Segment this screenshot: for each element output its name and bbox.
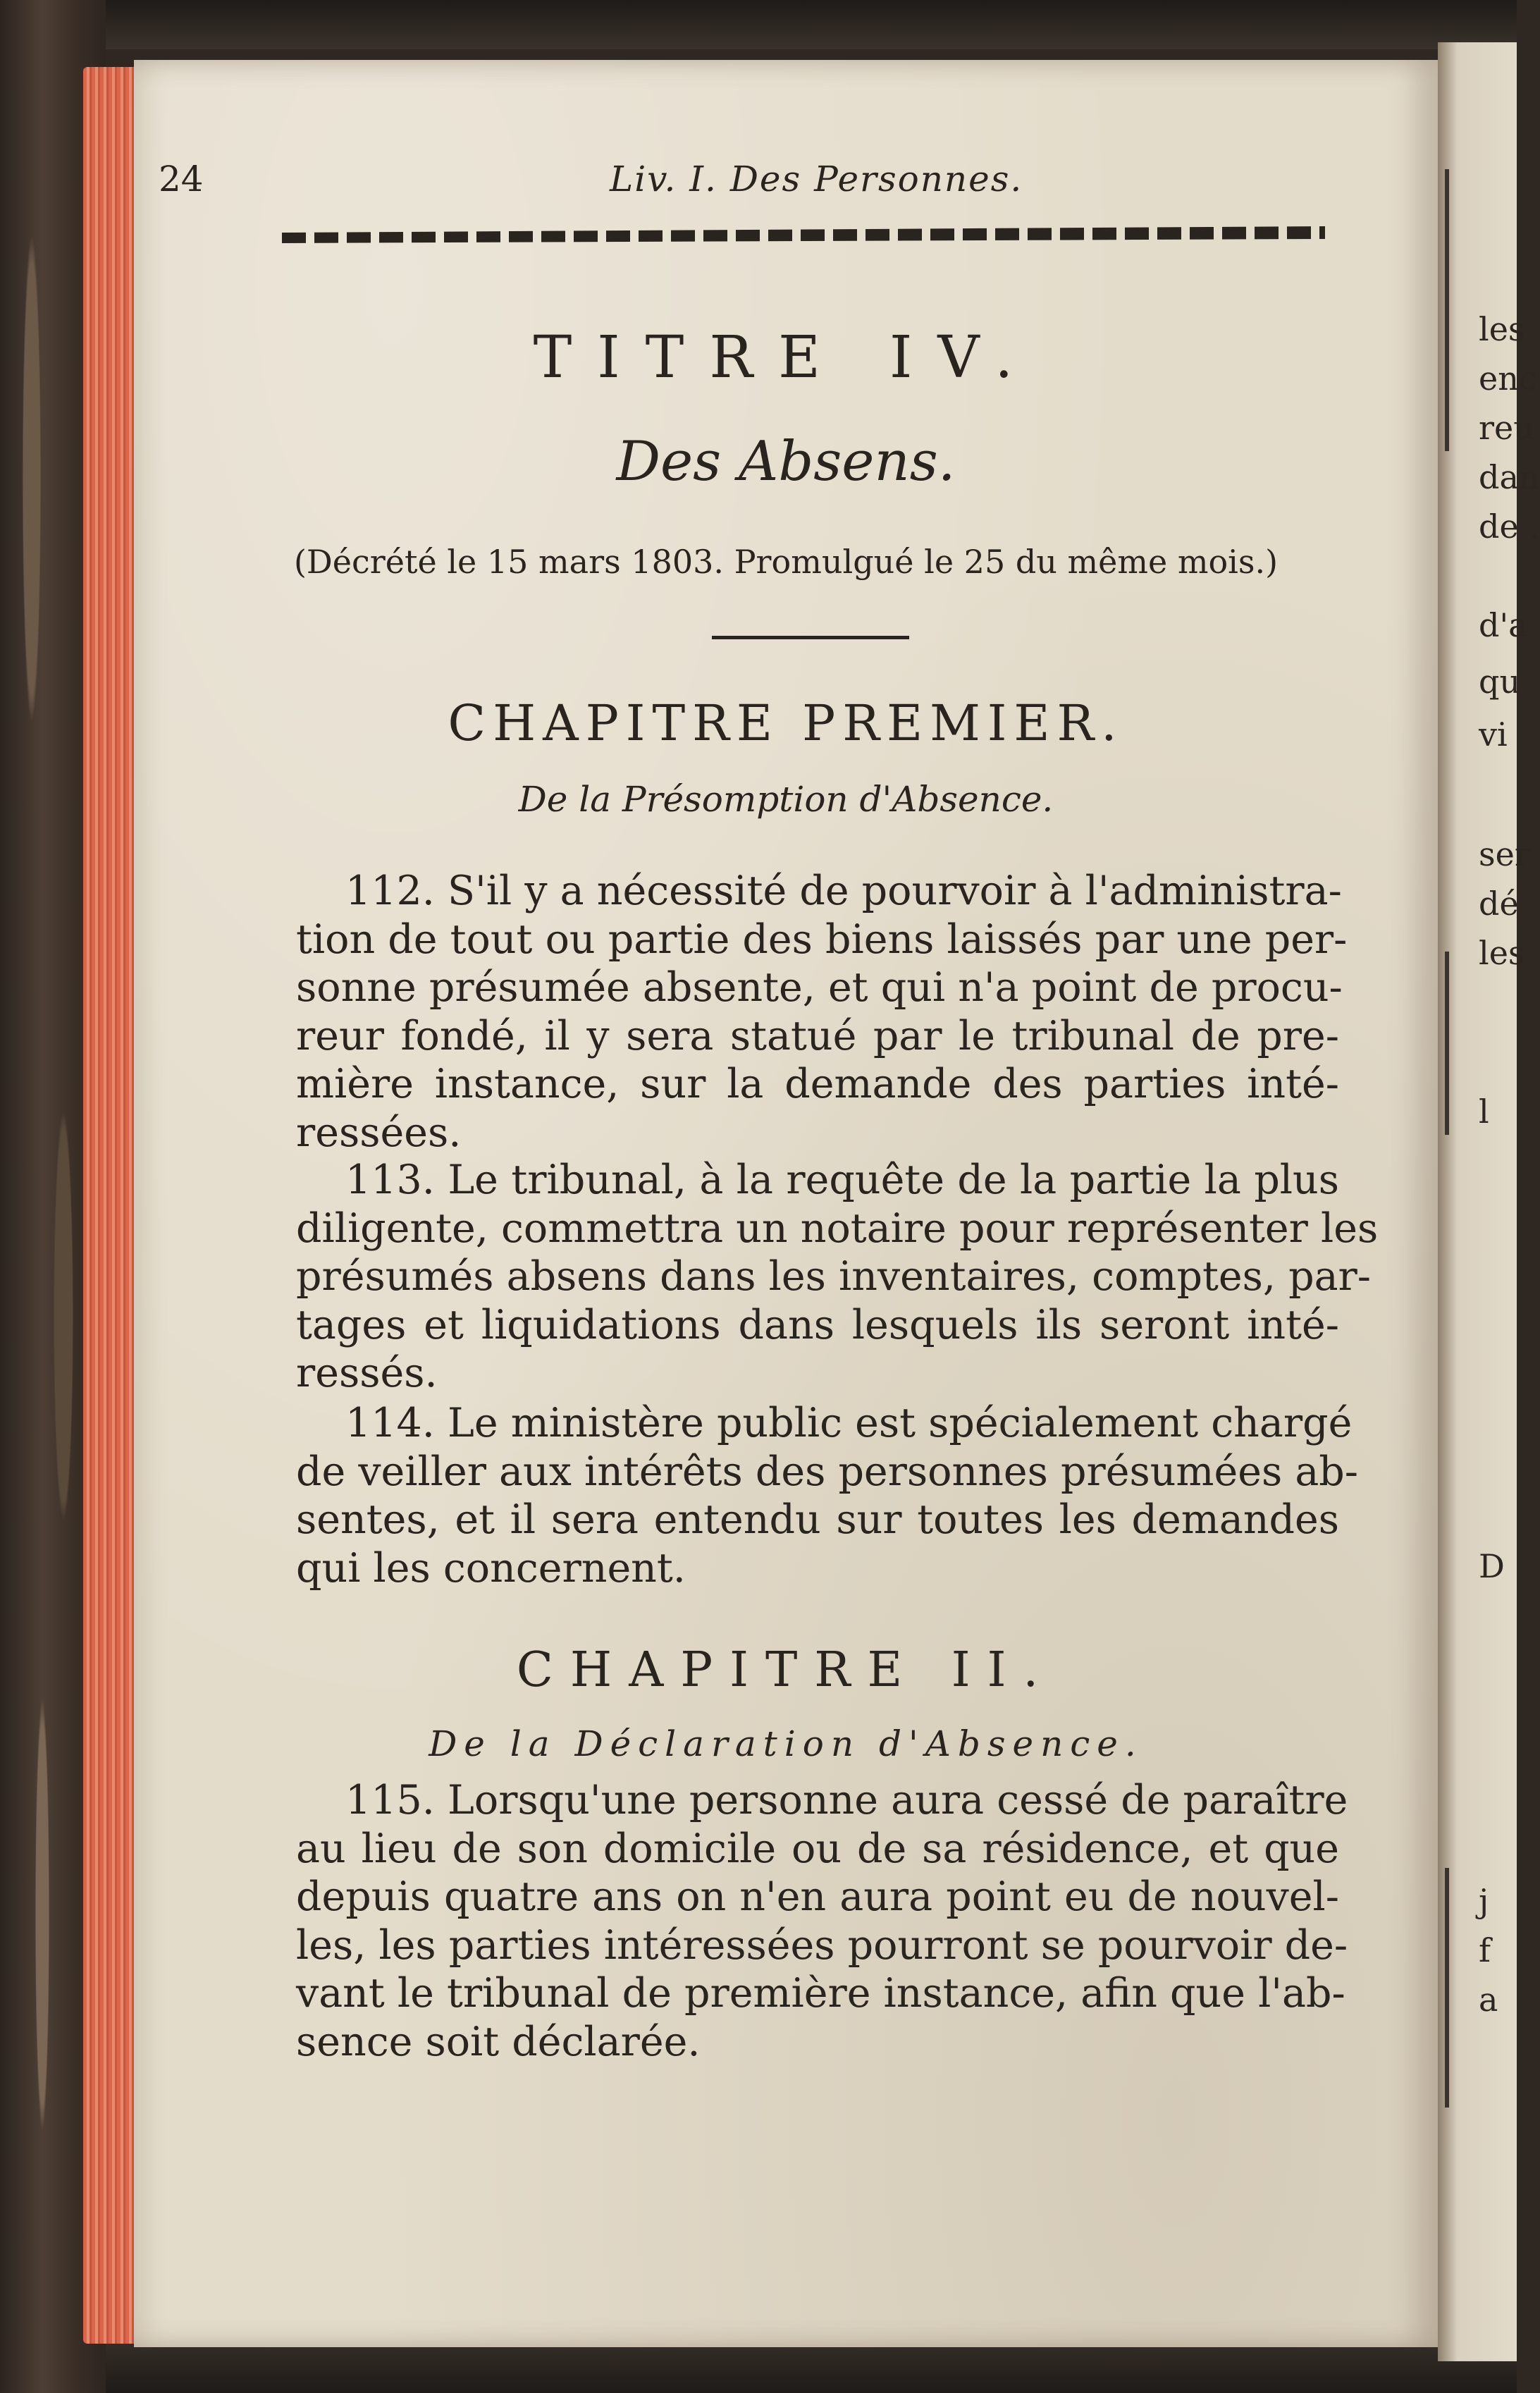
facing-page-fragment: dé xyxy=(1479,885,1519,923)
text-line: 113. Le tribunal, à la requête de la partie la plus xyxy=(345,1157,1339,1203)
text-line: de veiller aux intérêts des personnes présumées ab- xyxy=(296,1448,1359,1495)
text-line: sonne présumée absente, et qui n'a point de procu- xyxy=(296,964,1343,1011)
chapter-heading: CHAPITRE II. xyxy=(516,1642,1056,1698)
text-line: mière instance, sur la demande des parties inté- xyxy=(296,1061,1339,1107)
article-115 xyxy=(296,1776,1348,2066)
facing-page xyxy=(1438,42,1540,2361)
page-edges xyxy=(83,67,138,2344)
text-line: 115. Lorsqu'une personne aura cessé de paraître xyxy=(345,1777,1348,1823)
facing-page-fragment: qu xyxy=(1479,663,1521,701)
titre-subtitle: Des Absens. xyxy=(616,430,956,493)
facing-page-fragment: D xyxy=(1479,1547,1505,1585)
facing-page-rule xyxy=(1445,1868,1449,2108)
scan-background-top xyxy=(0,0,1517,49)
section-divider xyxy=(712,636,909,639)
text-line: au lieu de son domicile ou de sa résidence, et que xyxy=(296,1825,1339,1872)
running-head-title: Liv. I. Des Personnes. xyxy=(610,159,1023,199)
text-line: ressées. xyxy=(296,1109,462,1156)
facing-page-fragment: d'a xyxy=(1479,606,1528,644)
facing-page-rule xyxy=(1445,952,1449,1135)
facing-page-fragment: j xyxy=(1479,1882,1489,1920)
text-line: sentes, et il sera entendu sur toutes les demandes xyxy=(296,1496,1339,1543)
text-line: 114. Le ministère public est spécialement chargé xyxy=(345,1400,1353,1446)
facing-page-fragment: l xyxy=(1479,1093,1489,1131)
text-line: sence soit déclarée. xyxy=(296,2018,701,2065)
facing-page-fragment: vi xyxy=(1479,715,1508,753)
text-line: qui les concernent. xyxy=(296,1544,686,1592)
page-number: 24 xyxy=(159,159,204,199)
facing-page-fragment: ser xyxy=(1479,835,1530,873)
titre-heading: TITRE IV. xyxy=(533,324,1039,391)
text-line: les, les parties intéressées pourront se pourvoir de- xyxy=(296,1921,1348,1969)
facing-page-fragment: f xyxy=(1479,1931,1491,1969)
text-line: ressés. xyxy=(296,1350,438,1396)
facing-page-fragment: enc xyxy=(1479,359,1537,398)
chapter-subtitle: De la Déclaration d'Absence. xyxy=(429,1723,1143,1764)
facing-page-fragment: les xyxy=(1479,310,1525,348)
chapter-subtitle: De la Présomption d'Absence. xyxy=(518,779,1054,820)
facing-page-rule xyxy=(1445,169,1449,451)
text-line: présumés absens dans les inventaires, comptes, par- xyxy=(296,1253,1372,1300)
facing-page-fragment: dan xyxy=(1479,458,1540,496)
article-114 xyxy=(296,1399,1359,1592)
text-line: tages et liquidations dans lesquels ils seront inté- xyxy=(296,1301,1339,1348)
text-line: diligente, commettra un notaire pour représenter les xyxy=(296,1205,1379,1252)
text-line: tion de tout ou partie des biens laissés par une per- xyxy=(296,916,1348,963)
chapter-heading: CHAPITRE PREMIER. xyxy=(448,694,1124,752)
decree-note: (Décrété le 15 mars 1803. Promulgué le 25 du même mois.) xyxy=(293,543,1279,581)
text-line: 112. S'il y a nécessité de pourvoir à l'administra- xyxy=(345,868,1342,914)
facing-page-fragment: de . xyxy=(1479,507,1539,546)
facing-page-fragment: reu xyxy=(1479,409,1534,447)
facing-page-fragment: les xyxy=(1479,934,1525,972)
text-line: vant le tribunal de première instance, afin que l'ab- xyxy=(296,1970,1345,2017)
article-112 xyxy=(296,867,1348,1157)
facing-page-fragment: a xyxy=(1479,1981,1498,2019)
article-113 xyxy=(296,1156,1379,1398)
text-line: reur fondé, il y sera statué par le tribunal de pre- xyxy=(296,1012,1339,1059)
text-line: depuis quatre ans on n'en aura point eu de nouvel- xyxy=(296,1874,1339,1920)
